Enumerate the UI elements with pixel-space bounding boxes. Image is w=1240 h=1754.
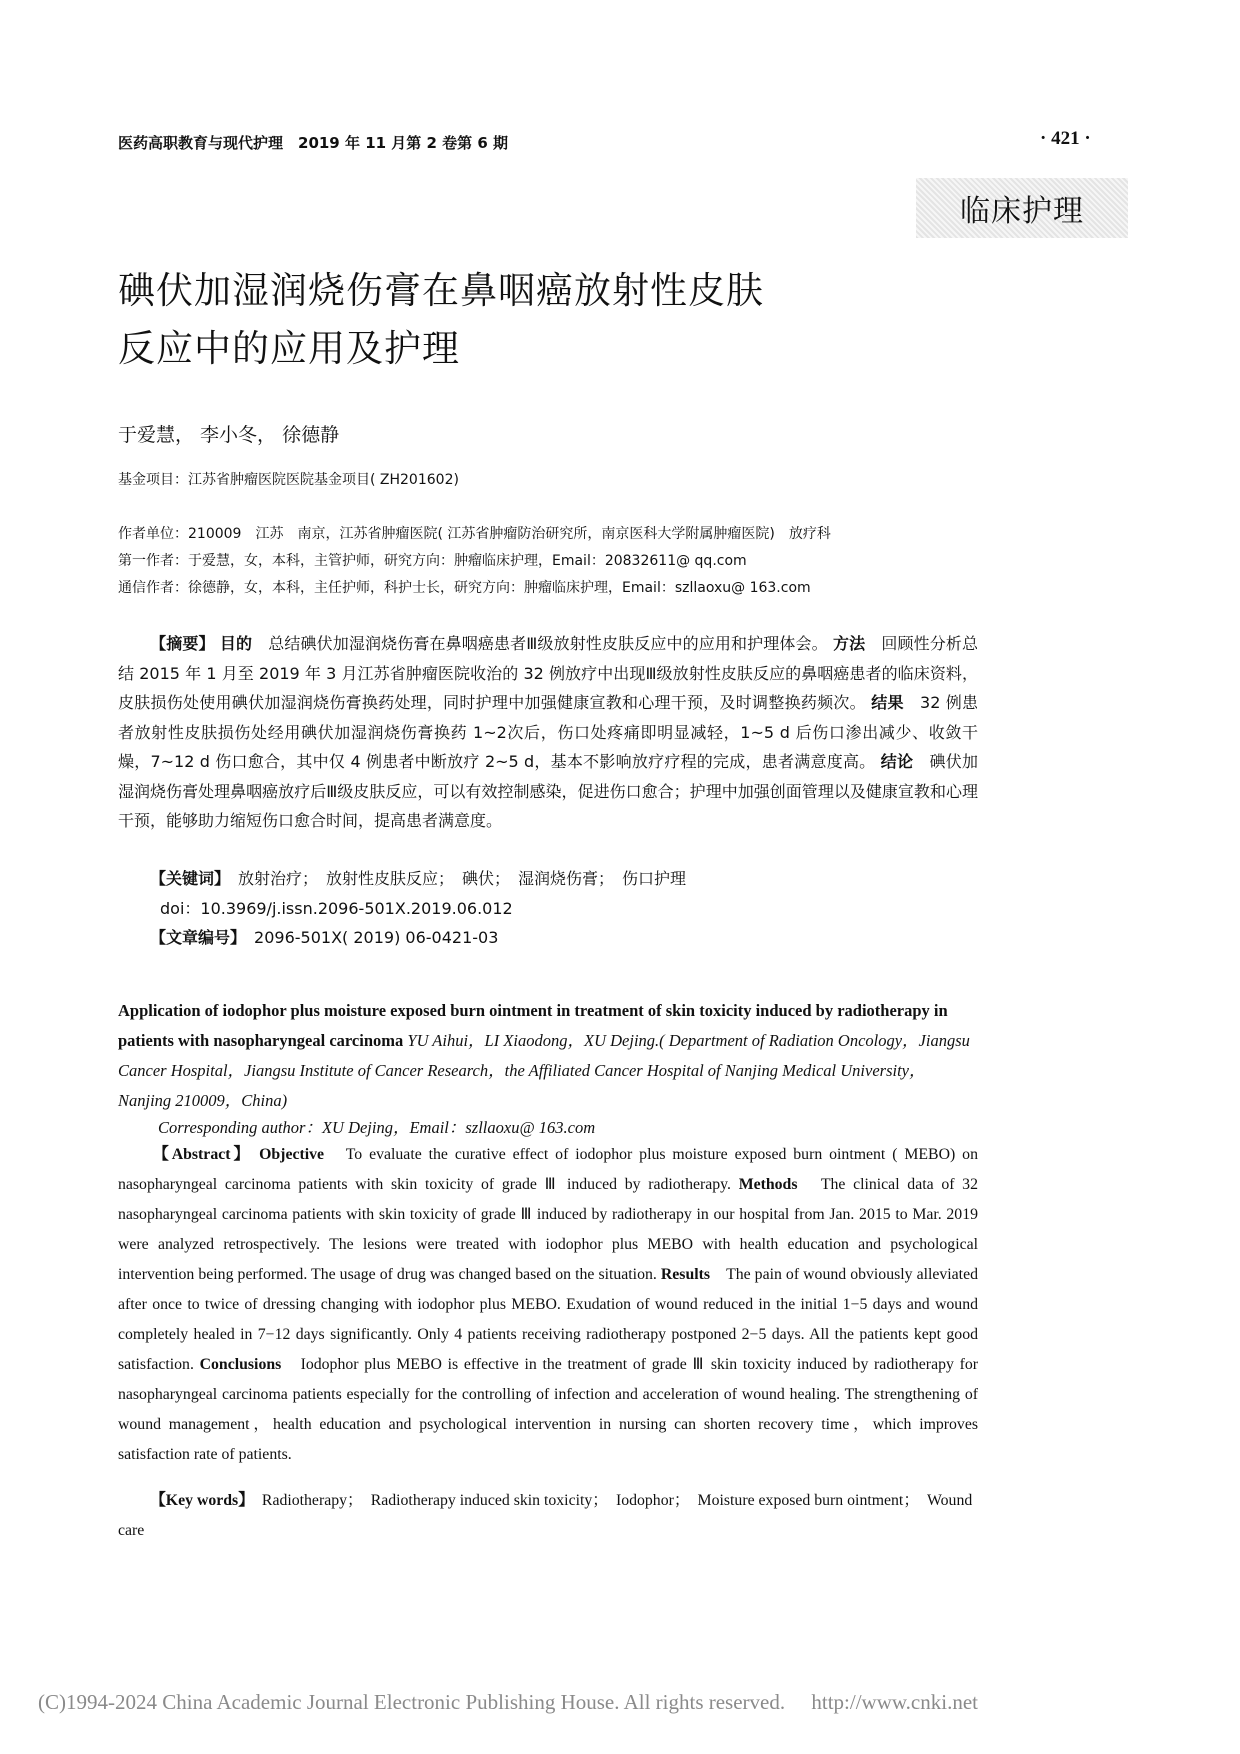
cn-keywords-label: 【关键词】	[150, 869, 223, 888]
fund-info: 基金项目：江苏省肿瘤医院医院基金项目( ZH201602)	[118, 472, 459, 488]
english-abstract	[118, 1140, 978, 1470]
cn-objective-label: 目的	[219, 634, 253, 653]
english-title: Application of iodophor plus moisture exposed burn ointment in treatment of skin toxicity induced by radiotherapy in patients with nasopharyngeal carcinoma	[118, 1001, 948, 1050]
en-results: The pain of wound obviously alleviated after once to twice of dressing changing with iodophor plus MEBO. Exudation of wound reduced in the initial 1−5 days and wound completely healed in 7−12 days significantly. Only 4 patients receiving radiotherapy postponed 2−5 days. All the patients kept good satisfaction.	[118, 1266, 978, 1373]
first-author: 第一作者：于爱慧，女，本科，主管护师，研究方向：肿瘤临床护理，Email：20832611@ qq.com	[118, 553, 747, 569]
title-line-1: 碘伏加湿润烧伤膏在鼻咽癌放射性皮肤	[118, 269, 764, 312]
english-corresponding: Corresponding author：XU Dejing，Email：szllaoxu@ 163.com	[158, 1118, 596, 1137]
article-number	[150, 925, 498, 948]
en-conclusions-label: Conclusions	[199, 1356, 282, 1373]
en-keywords-label: 【Key words】	[150, 1492, 247, 1509]
doi: doi：10.3969/j.issn.2096-501X.2019.06.012	[160, 899, 513, 918]
cn-methods: 回顾性分析总结 2015 年 1 月至 2019 年 3 月江苏省肿瘤医院收治的 32 例放疗中出现Ⅲ级放射性皮肤反应的鼻咽癌患者的临床资料，皮肤损伤处使用碘伏加湿润烧伤膏换药处理，同时护理中加强健康宣教和心理干预，及时调整换药频次。	[118, 634, 978, 712]
en-methods-label: Methods	[738, 1176, 798, 1193]
cn-keywords	[150, 866, 686, 889]
cn-abstract	[118, 629, 978, 836]
en-keywords-text: Radiotherapy； Radiotherapy induced skin toxicity； Iodophor； Moisture exposed burn ointment； Wound care	[118, 1492, 973, 1539]
affiliation: 作者单位：210009 江苏 南京，江苏省肿瘤医院( 江苏省肿瘤防治研究所，南京医科大学附属肿瘤医院) 放疗科	[118, 526, 831, 542]
title-line-2: 反应中的应用及护理	[118, 327, 460, 370]
page-number: · 421 ·	[1040, 128, 1091, 149]
en-conclusions: Iodophor plus MEBO is effective in the treatment of grade Ⅲ skin toxicity induced by radiotherapy for nasopharyngeal carcinoma patients especially for the controlling of infection and acceleration of wound healing. The strengthening of wound management，health education and psychological intervention in nursing can shorten recovery time，which improves satisfaction rate of patients.	[118, 1356, 978, 1463]
cn-keywords-text: 放射治疗； 放射性皮肤反应； 碘伏； 湿润烧伤膏； 伤口护理	[238, 869, 687, 888]
en-objective-label: Objective	[259, 1146, 325, 1163]
corresponding-author: 通信作者：徐德静，女，本科，主任护师，科护士长，研究方向：肿瘤临床护理，Email：szllaoxu@ 163.com	[118, 580, 811, 596]
section-label: 临床护理	[960, 194, 1084, 229]
cn-abstract-label: 【摘要】	[150, 634, 215, 653]
authors: 于爱慧， 李小冬， 徐德静	[118, 424, 340, 446]
english-authors: YU Aihui，LI Xiaodong，XU Dejing.	[407, 1031, 660, 1050]
cn-conclusion-label: 结论	[880, 752, 914, 771]
cn-results: 32 例患者放射性皮肤损伤处经用碘伏加湿润烧伤膏换药 1~2次后，伤口处疼痛即明显减轻，1~5 d 后伤口渗出减少、收敛干燥，7~12 d 伤口愈合，其中仅 4 例患者中断放疗 2~5 d，基本不影响放疗疗程的完成，患者满意度高。	[118, 693, 978, 771]
english-affiliation: ( Department of Radiation Oncology，Jiangsu Cancer Hospital，Jiangsu Institute of Cancer Research，the Affiliated Cancer Hospital of Nanjing Medical University，Nanjing 210009，China)	[118, 1031, 970, 1110]
cn-objective: 总结碘伏加湿润烧伤膏在鼻咽癌患者Ⅲ级放射性皮肤反应中的应用和护理体会。	[268, 634, 828, 653]
en-methods: The clinical data of 32 nasopharyngeal carcinoma patients with skin toxicity of grade Ⅲ induced by radiotherapy in our hospital from Jan. 2015 to Mar. 2019 were analyzed retrospectively. The lesions were treated with iodophor plus MEBO with health education and psychological intervention being performed. The usage of drug was changed based on the situation.	[118, 1176, 978, 1283]
en-results-label: Results	[660, 1266, 711, 1283]
section-banner	[916, 178, 1128, 238]
en-objective: To evaluate the curative effect of iodophor plus moisture exposed burn ointment ( MEBO) on nasopharyngeal carcinoma patients with skin toxicity of grade Ⅲ induced by radiotherapy.	[118, 1146, 978, 1193]
cn-methods-label: 方法	[832, 634, 866, 653]
article-number-label: 【文章编号】	[150, 928, 239, 947]
cn-results-label: 结果	[871, 693, 904, 712]
article-title	[118, 262, 1018, 378]
en-abstract-label: 【Abstract】	[150, 1146, 253, 1163]
journal-header: 医药高职教育与现代护理 2019 年 11 月第 2 卷第 6 期	[118, 134, 509, 152]
article-number-text: 2096-501X( 2019) 06-0421-03	[254, 928, 499, 947]
cn-conclusion: 碘伏加湿润烧伤膏处理鼻咽癌放疗后Ⅲ级皮肤反应，可以有效控制感染，促进伤口愈合；护理中加强创面管理以及健康宣教和心理干预，能够助力缩短伤口愈合时间，提高患者满意度。	[118, 752, 978, 830]
english-keywords	[118, 1486, 978, 1546]
copyright-footer: (C)1994-2024 China Academic Journal Electronic Publishing House. All rights reserved. http://www.cnki.net	[38, 1690, 978, 1714]
english-title-block	[118, 996, 978, 1116]
